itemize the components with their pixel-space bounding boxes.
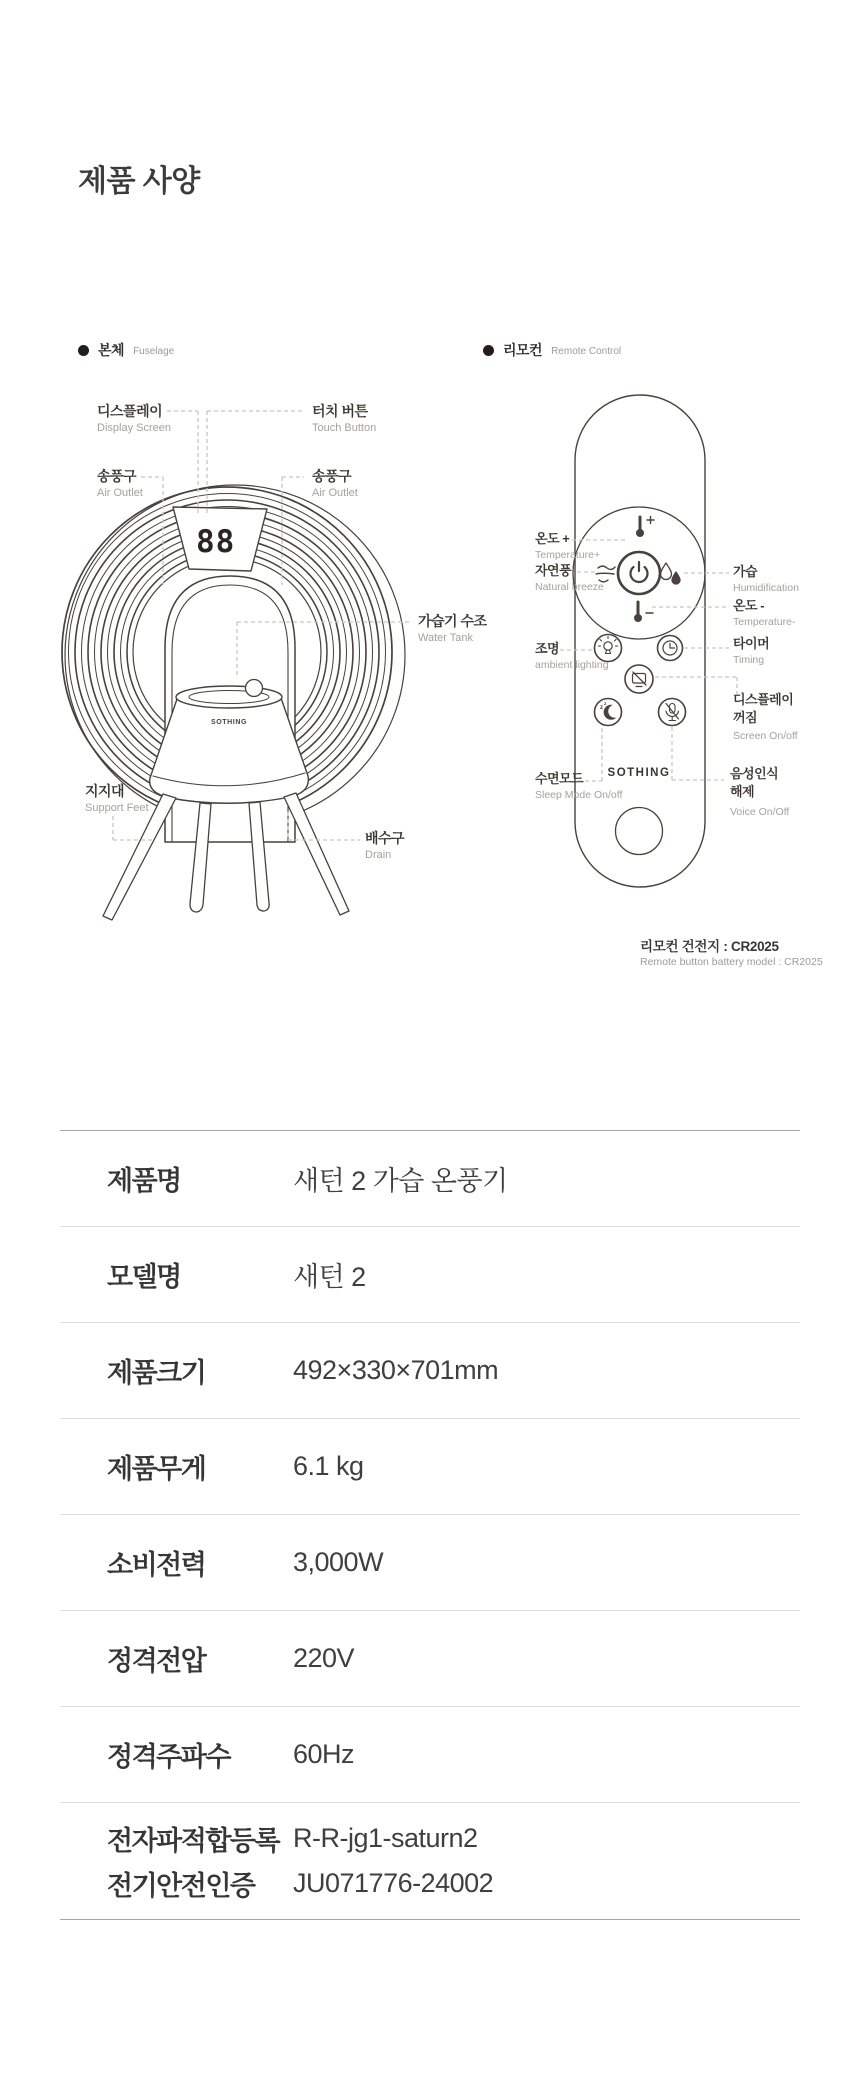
label-display-off-ko1: 디스플레이	[733, 692, 794, 707]
spec-value: 60Hz	[293, 1739, 355, 1769]
label-air-outlet-left-en: Air Outlet	[97, 487, 143, 499]
label-voice-off	[730, 765, 789, 819]
spec-value: 6.1 kg	[293, 1451, 364, 1481]
label-drain-ko: 배수구	[365, 830, 405, 846]
spec-label: 정격주파수	[107, 1742, 230, 1772]
label-display-screen-ko: 디스플레이	[97, 403, 163, 419]
label-temp-down-en: Temperature-	[733, 616, 796, 628]
label-touch-button-en: Touch Button	[312, 422, 377, 434]
label-drain	[365, 829, 404, 862]
label-humidification-ko: 가습	[733, 564, 758, 579]
label-display-screen-en: Display Screen	[97, 422, 171, 434]
spec-label: 제품크기	[107, 1358, 206, 1388]
label-water-tank-en: Water Tank	[418, 632, 474, 644]
label-timer	[733, 635, 769, 667]
remote-section-header	[483, 340, 621, 360]
fuselage-section-header	[78, 340, 174, 360]
label-air-outlet-left	[97, 467, 143, 500]
battery-note-ko: 리모컨 건전지 : CR2025	[640, 939, 779, 954]
spec-table	[60, 1130, 800, 1920]
device-brand-logo: SOTHING	[210, 719, 248, 726]
label-display-screen	[97, 402, 171, 435]
fuselage-subtitle: Fuselage	[133, 345, 175, 357]
label-humidification-en: Humidification	[733, 582, 799, 594]
remote-subtitle: Remote Control	[551, 345, 622, 357]
spec-label: 정격전압	[107, 1646, 206, 1676]
label-air-outlet-right-en: Air Outlet	[312, 487, 358, 499]
spec-value: 492×330×701mm	[293, 1355, 499, 1385]
label-water-tank	[418, 612, 487, 645]
label-sleep-mode-ko: 수면모드	[535, 771, 584, 786]
label-ambient-lighting-ko: 조명	[535, 641, 560, 656]
svg-text:z: z	[604, 701, 607, 706]
spec-row-power	[60, 1515, 800, 1611]
spec-label: 제품명	[107, 1166, 181, 1196]
label-voice-off-en: Voice On/Off	[730, 806, 790, 818]
device-display-value: 88	[196, 524, 236, 560]
remote-brand-logo: SOTHING	[607, 767, 671, 779]
battery-note-en: Remote button battery model : CR2025	[640, 956, 823, 968]
spec-row-product-name	[60, 1131, 800, 1227]
label-air-outlet-right-ko: 송풍구	[312, 468, 352, 484]
spec-cert-line-1	[60, 1816, 800, 1861]
label-natural-breeze-en: Natural breeze	[535, 581, 604, 593]
label-display-off-ko2: 꺼짐	[733, 710, 758, 725]
fuselage-title: 본체	[98, 342, 125, 358]
label-voice-off-ko1: 음성인식	[730, 766, 779, 781]
label-ambient-lighting	[535, 640, 609, 672]
label-sleep-mode-en: Sleep Mode On/off	[535, 789, 623, 801]
label-display-off-en: Screen On/off	[733, 730, 798, 742]
label-water-tank-ko: 가습기 수조	[418, 613, 487, 629]
label-air-outlet-left-ko: 송풍구	[97, 468, 137, 484]
spec-value: 새턴 2 가습 온풍기	[293, 1166, 508, 1196]
spec-label: 전기안전인증	[107, 1871, 255, 1901]
label-voice-off-ko2: 해제	[730, 784, 755, 799]
spec-value: R-R-jg1-saturn2	[293, 1823, 478, 1853]
spec-label: 전자파적합등록	[107, 1826, 280, 1856]
label-support-feet-en: Support Feet	[85, 802, 149, 814]
spec-label: 제품무게	[107, 1454, 206, 1484]
label-temp-up-ko: 온도 +	[535, 531, 570, 546]
label-timer-en: Timing	[733, 654, 765, 666]
label-temp-down-ko: 온도 -	[733, 598, 765, 613]
remote-title: 리모컨	[503, 342, 543, 358]
label-natural-breeze	[535, 562, 604, 594]
spec-row-voltage	[60, 1611, 800, 1707]
label-humidification	[733, 563, 799, 595]
label-display-off	[733, 691, 798, 743]
spec-row-size	[60, 1323, 800, 1419]
label-drain-en: Drain	[365, 849, 392, 861]
spec-row-weight	[60, 1419, 800, 1515]
label-temp-down	[733, 597, 795, 629]
spec-value: 220V	[293, 1643, 355, 1673]
label-support-feet	[85, 782, 149, 815]
label-timer-ko: 타이머	[733, 636, 770, 651]
label-natural-breeze-ko: 자연풍	[535, 563, 572, 578]
label-ambient-lighting-en: ambient lighting	[535, 659, 609, 671]
spec-row-frequency	[60, 1707, 800, 1803]
svg-text:z: z	[600, 705, 603, 711]
spec-cert-line-2	[60, 1861, 800, 1906]
spec-row-certifications	[60, 1803, 800, 1919]
label-sleep-mode	[535, 770, 622, 802]
label-temp-up	[535, 530, 600, 562]
spec-value: 3,000W	[293, 1547, 384, 1577]
label-touch-button	[312, 402, 376, 435]
label-touch-button-ko: 터치 버튼	[312, 403, 368, 419]
label-air-outlet-right	[312, 467, 358, 500]
bullet-icon	[483, 345, 494, 356]
spec-label: 소비전력	[107, 1550, 206, 1580]
spec-row-model-name	[60, 1227, 800, 1323]
diagram-art	[0, 0, 860, 1000]
page-title: 제품 사양	[78, 165, 200, 198]
spec-value: 새턴 2	[293, 1262, 366, 1292]
label-support-feet-ko: 지지대	[85, 783, 125, 799]
bullet-icon	[78, 345, 89, 356]
label-temp-up-en: Temperature+	[535, 549, 601, 561]
battery-note	[640, 938, 823, 969]
spec-label: 모델명	[107, 1262, 181, 1292]
spec-value: JU071776-24002	[293, 1868, 494, 1898]
